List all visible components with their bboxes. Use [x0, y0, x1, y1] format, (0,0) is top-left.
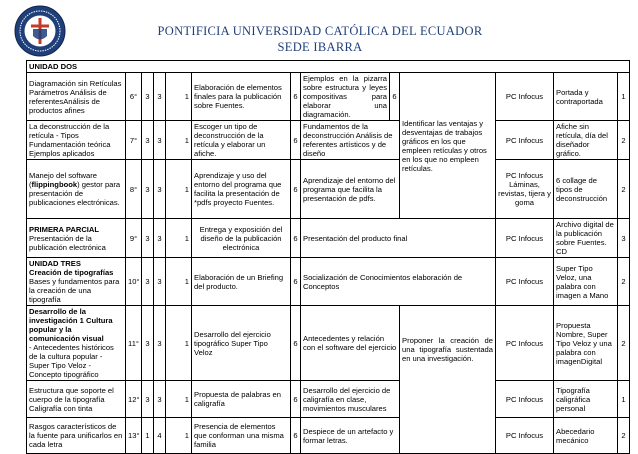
hours-b-cell: 3	[154, 121, 166, 160]
product-cell: 6 collage de tipos de deconstrucción	[554, 160, 618, 219]
topic-text: Bases y fundamentos para la creación de una tipografía	[29, 277, 120, 304]
week-cell: 8°	[126, 160, 142, 219]
course-plan-table	[26, 60, 630, 454]
hours-a-cell: 1	[142, 418, 154, 454]
campus-title: SEDE IBARRA	[277, 40, 363, 54]
product-count-cell: 2	[618, 418, 630, 454]
table-row	[27, 258, 630, 306]
hours-c-cell: 1	[166, 418, 192, 454]
activity-cell: Desarrollo del ejercicio tipográfico Super Tipo Veloz	[192, 306, 291, 381]
product-count-cell: 1	[618, 381, 630, 418]
content-cell: Fundamentos de la deconstrucción Análisis de referentes artísticos y de diseño	[301, 121, 400, 160]
table-row	[27, 121, 630, 160]
table-row	[27, 160, 630, 219]
objective-cell-a: Identificar las ventajas y desventajas de trabajos gráficos en los que empleen retículas y otros en los que no empleen retículas.	[400, 73, 496, 219]
content-cell: Ejemplos en la pizarra sobre estructura y leyes compositivas para elaborar una diagramación.	[301, 73, 390, 121]
week-cell: 7°	[126, 121, 142, 160]
resource-cell: PC Infocus	[496, 219, 554, 258]
activity-cell: Propuesta de palabras en caligrafía	[192, 381, 291, 418]
section-unit3: UNIDAD TRES	[29, 259, 81, 268]
product-cell: Abecedario mecánico	[554, 418, 618, 454]
week-cell: 6°	[126, 73, 142, 121]
hours-a-cell: 3	[142, 306, 154, 381]
university-title: PONTIFICIA UNIVERSIDAD CATÓLICA DEL ECUADOR	[157, 24, 483, 38]
topic-heading: Desarrollo de la investigación 1 Cultura popular y la comunicación visual	[29, 307, 113, 343]
hours-a-cell: 3	[142, 160, 154, 219]
topic-cell	[27, 258, 126, 306]
university-seal-icon	[14, 5, 66, 57]
topic-cell: Rasgos característicos de la fuente para unificarlos en cada letra	[27, 418, 126, 454]
product-cell: Portada y contraportada	[554, 73, 618, 121]
resource-cell: PC Infocus	[496, 306, 554, 381]
activity-hours-cell: 6	[291, 73, 301, 121]
resource-cell: PC Infocus	[496, 381, 554, 418]
topic-heading: Creación de tipografías	[29, 268, 114, 277]
topic-suffix: ) gestor para presentación de publicaciones electrónicas.	[29, 180, 121, 207]
topic-cell	[27, 160, 126, 219]
activity-hours-cell: 6	[291, 381, 301, 418]
product-cell: Super Tipo Veloz, una palabra con imagen a Mano	[554, 258, 618, 306]
hours-a-cell: 3	[142, 381, 154, 418]
activity-hours-cell: 6	[291, 306, 301, 381]
topic-cell: La deconstrucción de la retícula - Tipos Fundamentación teórica Ejemplos aplicados	[27, 121, 126, 160]
hours-c-cell: 1	[166, 121, 192, 160]
activity-cell: Aprendizaje y uso del entorno del programa que facilita la presentación de *pdfs proyecto Fuentes.	[192, 160, 291, 219]
topic-prefix: Manejo del software (	[29, 171, 97, 189]
objective-cell-b: Proponer la creación de una tipografía sustentada en una investigación.	[400, 306, 496, 454]
hours-a-cell: 3	[142, 121, 154, 160]
topic-software-name: flippingbook	[31, 180, 78, 189]
week-cell: 12°	[126, 381, 142, 418]
content-cell: Presentación del producto final	[301, 219, 496, 258]
product-count-cell: 2	[618, 258, 630, 306]
topic-text: - Antecedentes históricos de la cultura popular - Super Tipo Veloz - Concepto tipográfico	[29, 343, 114, 379]
hours-b-cell: 3	[154, 381, 166, 418]
activity-hours-cell: 6	[291, 160, 301, 219]
hours-a-cell: 3	[142, 73, 154, 121]
content-cell: Aprendizaje del entorno del programa que facilita la presentación de pdfs.	[301, 160, 400, 219]
product-count-cell: 3	[618, 219, 630, 258]
hours-b-cell: 3	[154, 219, 166, 258]
week-cell: 10°	[126, 258, 142, 306]
content-cell: Antecedentes y relación con el software del ejercicio	[301, 306, 400, 381]
resource-cell: PC Infocus	[496, 418, 554, 454]
week-cell: 13°	[126, 418, 142, 454]
table-row	[27, 306, 630, 381]
product-cell: Afiche sin retícula, día del diseñador gráfico.	[554, 121, 618, 160]
table-row	[27, 219, 630, 258]
table-row	[27, 381, 630, 418]
section-first-partial: PRIMERA PARCIAL	[29, 224, 100, 234]
hours-c-cell: 1	[166, 219, 192, 258]
topic-text: Presentación de la publicación electrónica	[29, 233, 106, 252]
hours-c-cell: 1	[166, 160, 192, 219]
activity-cell: Presencia de elementos que conforman una misma familia	[192, 418, 291, 454]
resource-cell: PC Infocus	[496, 73, 554, 121]
hours-b-cell: 3	[154, 160, 166, 219]
section-row-unit2	[27, 61, 630, 73]
activity-hours-cell: 6	[291, 258, 301, 306]
product-cell: Archivo digital de la publicación sobre Fuentes. CD	[554, 219, 618, 258]
product-count-cell: 1	[618, 73, 630, 121]
resource-cell: PC Infocus	[496, 258, 554, 306]
topic-cell: Estructura que soporte el cuerpo de la tipografía Caligrafía con tinta	[27, 381, 126, 418]
hours-a-cell: 3	[142, 219, 154, 258]
table-row	[27, 418, 630, 454]
product-cell: Tipografía caligráfica personal	[554, 381, 618, 418]
activity-cell: Escoger un tipo de deconstrucción de la retícula y elaborar un afiche.	[192, 121, 291, 160]
product-count-cell: 2	[618, 160, 630, 219]
table-row	[27, 73, 630, 121]
week-cell: 11°	[126, 306, 142, 381]
content-cell: Socialización de Conocimientos elaboración de Conceptos	[301, 258, 496, 306]
hours-a-cell: 3	[142, 258, 154, 306]
activity-cell: Elaboración de un Briefing del producto.	[192, 258, 291, 306]
content-cell: Despiece de un artefacto y formar letras.	[301, 418, 400, 454]
hours-c-cell: 1	[166, 306, 192, 381]
hours-c-cell: 1	[166, 73, 192, 121]
hours-c-cell: 1	[166, 258, 192, 306]
hours-b-cell: 4	[154, 418, 166, 454]
seal-cross-horizontal	[31, 25, 49, 28]
activity-cell: Entrega y exposición del diseño de la publicación electrónica	[192, 219, 291, 258]
hours-b-cell: 3	[154, 73, 166, 121]
hours-c-cell: 1	[166, 381, 192, 418]
hours-b-cell: 3	[154, 258, 166, 306]
product-count-cell: 2	[618, 306, 630, 381]
section-unit2: UNIDAD DOS	[27, 61, 630, 73]
resource-cell: PC Infocus	[496, 121, 554, 160]
content-cell: Desarrollo del ejercicio de caligrafía en clase, movimientos musculares	[301, 381, 400, 418]
topic-cell	[27, 219, 126, 258]
activity-hours-cell: 6	[291, 418, 301, 454]
topic-cell	[27, 306, 126, 381]
content-hours-cell: 6	[390, 73, 400, 121]
activity-hours-cell: 6	[291, 121, 301, 160]
week-cell: 9°	[126, 219, 142, 258]
activity-hours-cell: 6	[291, 219, 301, 258]
topic-cell: Diagramación sin Retículas Parámetros Análisis de referentesAnálisis de productos afines	[27, 73, 126, 121]
product-cell: Propuesta Nombre, Super Tipo Veloz y una palabra con imagenDigital	[554, 306, 618, 381]
hours-b-cell: 3	[154, 306, 166, 381]
resource-cell: PC Infocus Láminas, revistas, tijera y goma	[496, 160, 554, 219]
product-count-cell: 2	[618, 121, 630, 160]
activity-cell: Elaboración de elementos finales para la publicación sobre Fuentes.	[192, 73, 291, 121]
